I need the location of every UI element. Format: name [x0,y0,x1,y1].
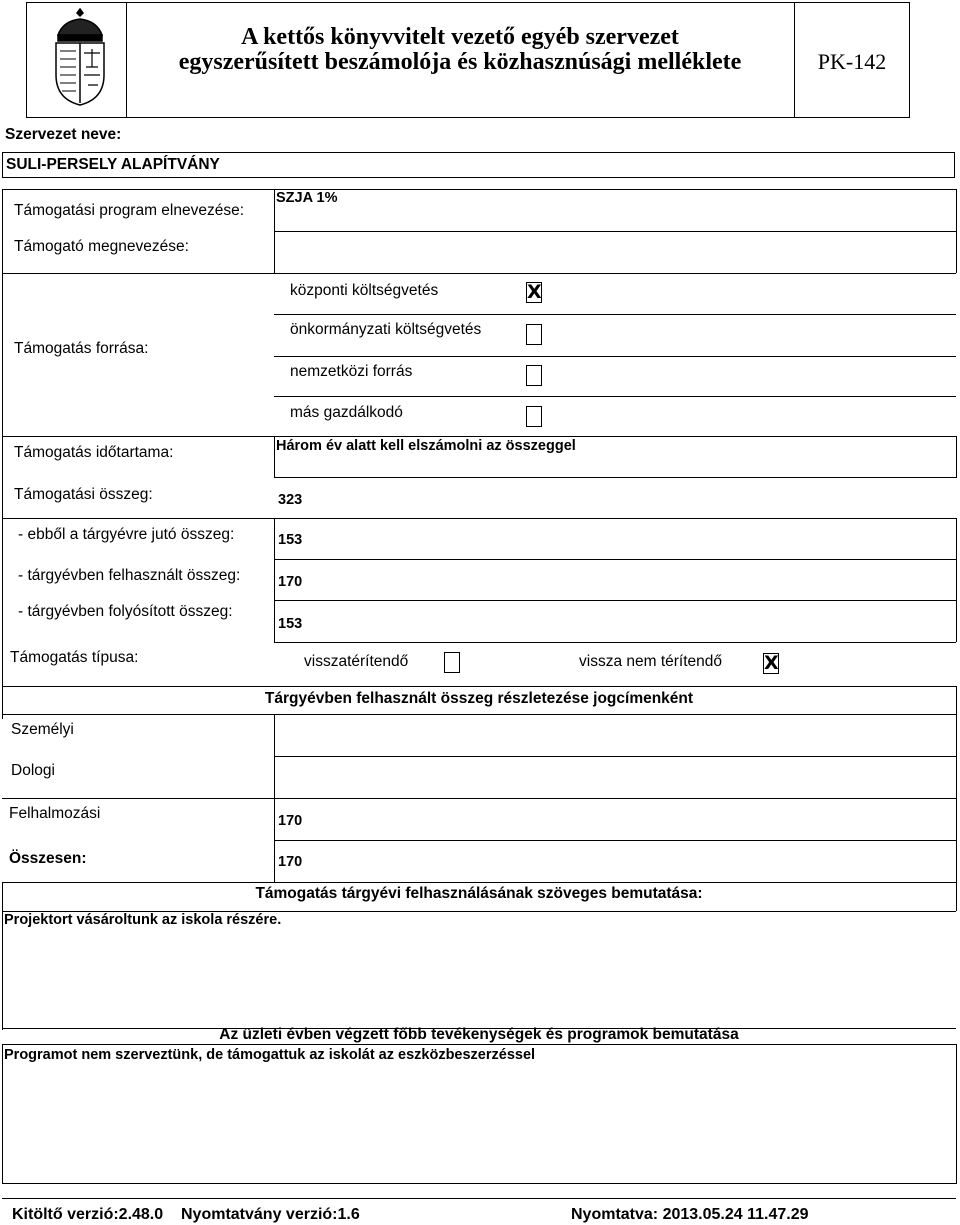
used-value: 170 [278,574,303,590]
source-option-business: más gazdálkodó [290,404,403,421]
used-label: - tárgyévben felhasznált összeg: [18,567,241,584]
activities-title: Az üzleti évben végzett főbb tevékenységek és programok bemutatása [219,1026,739,1043]
source-municipal-checkbox[interactable] [526,324,542,345]
current-year-label: - ebből a tárgyévre jutó összeg: [18,526,235,543]
supporter-label: Támogató megnevezése: [14,238,189,255]
program-label: Támogatási program elnevezése: [14,202,245,219]
organization-label: Szervezet neve: [5,126,122,143]
breakdown-personal-label: Személyi [11,721,74,738]
breakdown-capital-label: Felhalmozási [9,805,101,822]
footer-filler-version: Kitöltő verzió:2.48.0 [12,1206,164,1223]
current-year-value: 153 [278,532,303,548]
amount-value: 323 [278,492,303,508]
type-nonrefundable-checkbox[interactable]: X [764,652,779,674]
breakdown-material-label: Dologi [11,762,55,779]
organization-name: SULI-PERSELY ALAPÍTVÁNY [6,156,220,173]
source-business-checkbox[interactable] [526,406,542,427]
breakdown-total-label: Összesen: [9,850,87,867]
type-refundable-label: visszatérítendő [304,653,409,670]
type-nonrefundable-label: vissza nem térítendő [579,653,723,670]
breakdown-title: Tárgyévben felhasznált összeg részletezése jogcímenként [264,690,694,707]
form-title-line1: A kettős könyvvitelt vezető egyéb szervezet [241,24,679,50]
form-code: PK-142 [817,49,887,74]
type-label: Támogatás típusa: [10,649,139,666]
program-value: SZJA 1% [276,190,338,206]
duration-value: Három év alatt kell elszámolni az összeggel [276,438,576,454]
activities-text: Programot nem szerveztünk, de támogattuk az iskolát az eszközbeszerzéssel [4,1047,536,1063]
source-option-municipal: önkormányzati költségvetés [290,321,482,338]
crest-icon [48,5,112,109]
source-international-checkbox[interactable] [526,365,542,386]
footer-printed: Nyomtatva: 2013.05.24 11.47.29 [571,1206,809,1223]
breakdown-capital-value: 170 [278,813,303,829]
source-option-international: nemzetközi forrás [290,363,413,380]
amount-label: Támogatási összeg: [14,486,153,503]
source-central-checkbox[interactable]: X [527,281,542,303]
form-title-line2: egyszerűsített beszámolója és közhasznúsági melléklete [178,49,742,75]
disbursed-value: 153 [278,616,303,632]
type-refundable-checkbox[interactable] [444,652,460,673]
footer-form-version: Nyomtatvány verzió:1.6 [181,1206,360,1223]
usage-title: Támogatás tárgyévi felhasználásának szöveges bemutatása: [255,885,703,902]
usage-text: Projektort vásároltunk az iskola részére. [4,912,282,928]
source-option-central: központi költségvetés [290,282,439,299]
source-label: Támogatás forrása: [14,340,149,357]
duration-label: Támogatás időtartama: [14,444,174,461]
disbursed-label: - tárgyévben folyósított összeg: [18,603,233,620]
breakdown-total-value: 170 [278,854,303,870]
